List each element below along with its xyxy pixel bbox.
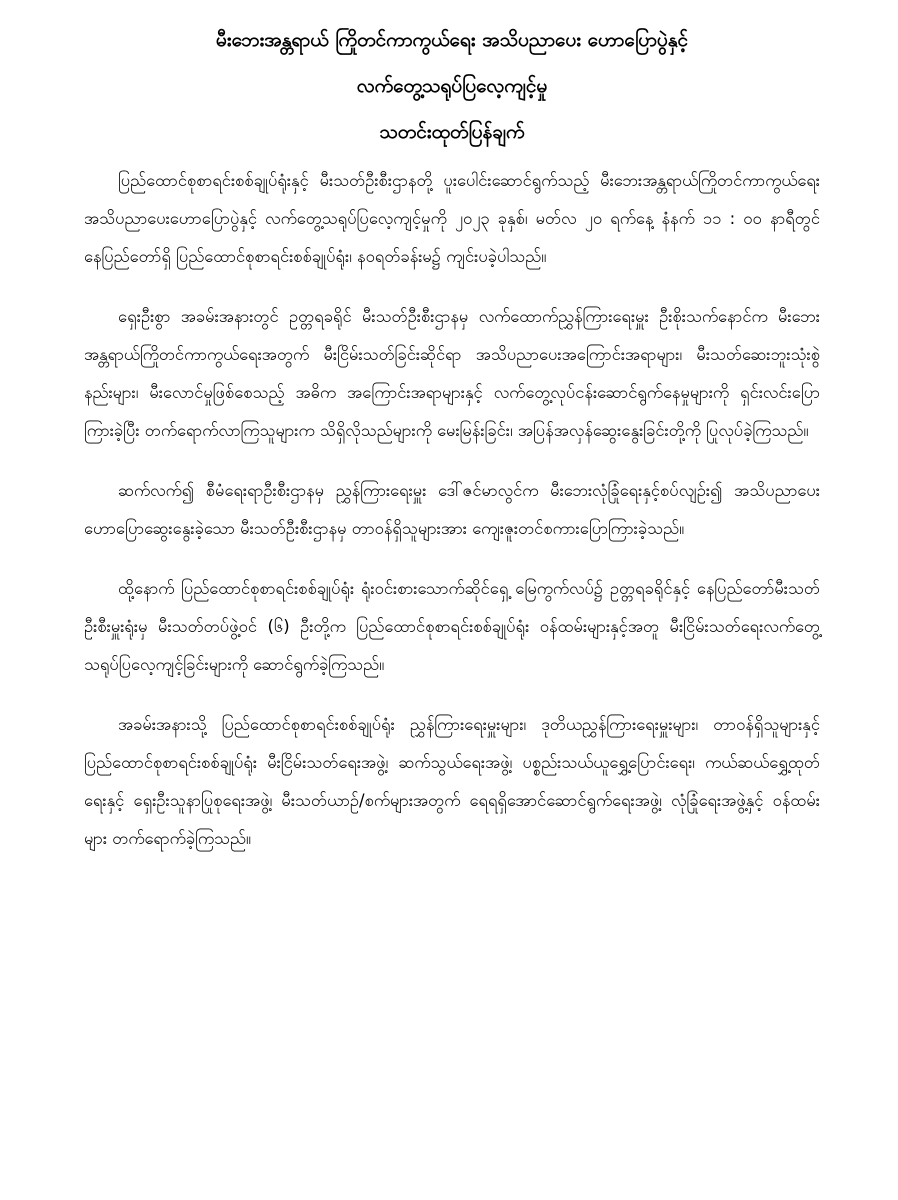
title-line-3: သတင်းထုတ်ပြန်ချက်: [379, 121, 525, 143]
title-line-1: မီးဘေးအန္တရာယ် ကြိုတင်ကာကွယ်ရေး အသိပညာပေး ဟောပြောပွဲနှင့်: [215, 29, 689, 51]
paragraph-3: ဆက်လက်၍ စီမံရေးရာဦးစီးဌာနမှ ညွှန်ကြားရေးမှူး ဒေါ်ဇင်မာလွင်က မီးဘေးလုံခြုံရေးနှင့်စပ်လျဉ်း၍ အသိပညာပေးဟောပြောဆွေးနွေးခဲ့သော မီးသတ်ဦးစီးဌာနမှ တာဝန်ရှိသူများအား ကျေးဇူးတင်စကားပြောကြားခဲ့သည်။: [84, 481, 820, 538]
press-release-title: [84, 28, 820, 144]
paragraph-4: ထို့နောက် ပြည်ထောင်စုစာရင်းစစ်ချုပ်ရုံး ရုံးဝင်းစားသောက်ဆိုင်ရှေ့ မြေကွက်လပ်၌ ဥတ္တရခရိုင်နှင့် နေပြည်တော်မီးသတ်ဦးစီးမှူးရုံးမှ မီးသတ်တပ်ဖွဲ့ဝင် (၆) ဦးတို့က ပြည်ထောင်စုစာရင်းစစ်ချုပ်ရုံး ဝန်ထမ်းများနှင့်အတူ မီးငြိမ်းသတ်ရေးလက်တွေ့သရုပ်ပြလေ့ကျင့်ခြင်းများကို ဆောင်ရွက်ခဲ့ကြသည်။: [84, 579, 820, 674]
paragraph-5: အခမ်းအနားသို့ ပြည်ထောင်စုစာရင်းစစ်ချုပ်ရုံး ညွှန်ကြားရေးမှူးများ၊ ဒုတိယညွှန်ကြားရေးမှူးများ၊ တာဝန်ရှိသူများနှင့် ပြည်ထောင်စုစာရင်းစစ်ချုပ်ရုံး မီးငြိမ်းသတ်ရေးအဖွဲ့၊ ဆက်သွယ်ရေးအဖွဲ့၊ ပစ္စည်းသယ်ယူရွှေ့ပြောင်းရေး၊ ကယ်ဆယ်ရွှေ့ထုတ်ရေးနှင့် ရှေးဦးသူနာပြုစုရေးအဖွဲ့၊ မီးသတ်ယာဉ်/စက်များအတွက် ရေရရှိအောင်ဆောင်ရွက်ရေးအဖွဲ့၊ လုံခြုံရေးအဖွဲ့နှင့် ဝန်ထမ်းများ တက်ရောက်ခဲ့ကြသည်။: [84, 715, 820, 848]
paragraph-2: ရှေးဦးစွာ အခမ်းအနားတွင် ဥတ္တရခရိုင် မီးသတ်ဦးစီးဌာနမှ လက်ထောက်ညွှန်ကြားရေးမှူး ဦးစိုးသက်နောင်က မီးဘေးအန္တရာယ်ကြိုတင်ကာကွယ်ရေးအတွက် မီးငြိမ်းသတ်ခြင်းဆိုင်ရာ အသိပညာပေးအကြောင်းအရာများ၊ မီးသတ်ဆေးဘူးသုံးစွဲနည်းများ၊ မီးလောင်မှုဖြစ်စေသည့် အဓိက အကြောင်းအရာများနှင့် လက်တွေ့လုပ်ငန်းဆောင်ရွက်နေမှုများကို ရှင်းလင်းပြောကြားခဲ့ပြီး တက်ရောက်လာကြသူများက သိရှိလိုသည်များကို မေးမြန်းခြင်း၊ အပြန်အလှန်ဆွေးနွေးခြင်းတို့ကို ပြုလုပ်ခဲ့ကြသည်။: [84, 307, 820, 440]
title-line-2: လက်တွေ့သရုပ်ပြလေ့ကျင့်မှု: [356, 75, 548, 97]
paragraph-1: ပြည်ထောင်စုစာရင်းစစ်ချုပ်ရုံးနှင့် မီးသတ်ဦးစီးဌာနတို့ ပူးပေါင်းဆောင်ရွက်သည့် မီးဘေးအန္တရာယ်ကြိုတင်ကာကွယ်ရေး အသိပညာပေးဟောပြောပွဲနှင့် လက်တွေ့သရုပ်ပြလေ့ကျင့်မှုကို ၂၀၂၃ ခုနှစ်၊ မတ်လ ၂၀ ရက်နေ့ နံနက် ၁၁ : ၀၀ နာရီတွင် နေပြည်တော်ရှိ ပြည်ထောင်စုစာရင်းစစ်ချုပ်ရုံး၊ န၀ရတ်ခန်းမ၌ ကျင်းပခဲ့ပါသည်။: [84, 171, 820, 266]
